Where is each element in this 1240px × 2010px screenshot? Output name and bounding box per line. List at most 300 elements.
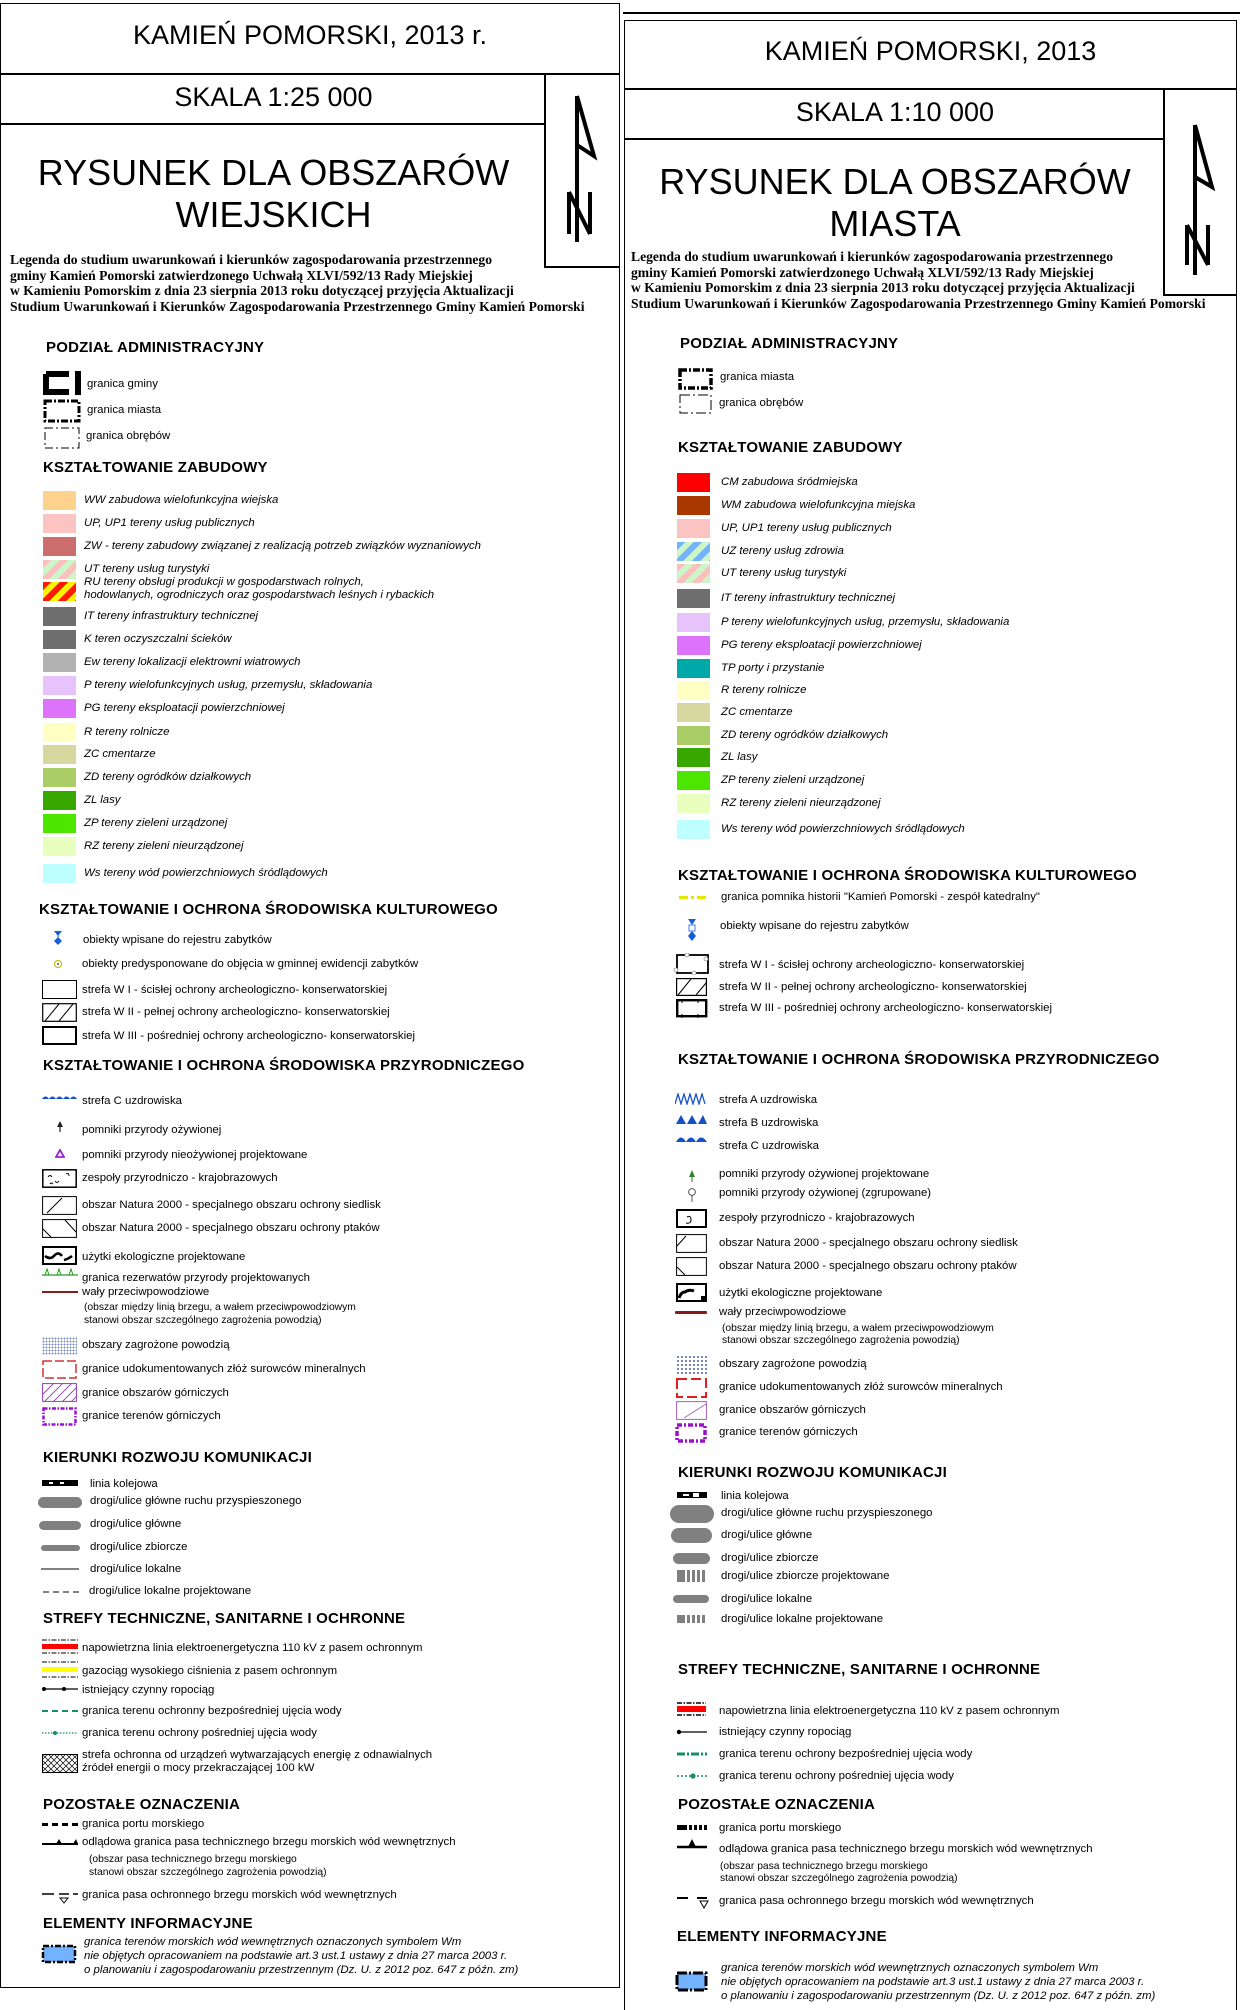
zone-w2-icon [676,978,707,996]
legend-item-label: drogi/ulice zbiorcze [721,1552,819,1564]
land-use-label [84,840,244,853]
land-use-label-line: CM zabudowa śródmiejska [721,476,858,488]
technical-belt-note [89,1854,327,1879]
oil-pipeline-icon [42,1686,78,1692]
north-arrow-icon [566,90,610,242]
legend-panel-urban [624,20,1237,2010]
legend-item-label: granica terenu ochronny bezpośredniej ujęcia wody [82,1705,342,1717]
land-use-swatch [677,794,710,813]
sea-waters-boundary-icon [41,1944,77,1964]
land-use-label [721,706,793,719]
legend-item-label: drogi/ulice główne ruchu przyspieszonego [90,1495,302,1507]
protective-belt-icon [677,1895,709,1909]
local-road-icon [673,1595,709,1603]
land-use-swatch [677,564,710,583]
note-line: (obszar pasa technicznego brzegu morskiego [720,1861,928,1872]
section-title-przyroda: KSZTAŁTOWANIE I OCHRONA ŚRODOWISKA PRZYRODNICZEGO [43,1057,525,1074]
sea-waters-label [721,1961,1155,2003]
land-use-label-line: IT tereny infrastruktury technicznej [84,610,259,622]
legend-item-label: obszar Natura 2000 - specjalnego obszaru ochrony ptaków [719,1260,1017,1272]
land-use-label [721,684,806,697]
land-use-swatch [43,745,76,764]
power-line-icon [42,1639,78,1655]
legend-item-label: odlądowa granica pasa technicznego brzegu morskich wód wewnętrznych [82,1836,456,1848]
legend-item-label: odlądowa granica pasa technicznego brzegu morskich wód wewnętrznych [719,1843,1093,1855]
boundary-gmina-icon [43,371,83,395]
land-use-label-line: Ws tereny wód powierzchniowych śródlądowych [84,867,328,879]
land-use-label-line: WW zabudowa wielofunkcyjna wiejska [84,494,279,506]
land-use-swatch [677,473,710,492]
land-use-swatch [43,514,76,533]
land-use-label-line: RZ tereny zieleni nieurządzonej [721,797,881,809]
land-use-label-line: ZC cmentarze [721,706,793,718]
land-use-label [721,662,824,675]
land-use-swatch [677,681,710,700]
land-use-label-line: P tereny wielofunkcyjnych usług, przemysłu, składowania [721,616,1010,628]
description-line: Studium Uwarunkowań i Kierunków Zagospodarowania Przestrzennego Gminy Kamień Pomorski [10,298,585,314]
land-use-label-line: UP, UP1 tereny usług publicznych [84,517,255,529]
historic-monument-boundary-icon [679,895,707,900]
sea-waters-boundary-icon [675,1971,709,1993]
expressway-icon [670,1505,714,1523]
land-use-label [84,817,227,830]
legend-item-label: gazociąg wysokiego ciśnienia z pasem ochronnym [82,1665,338,1677]
flood-note [84,1302,356,1327]
land-use-label-line: UZ tereny usług zdrowia [721,545,844,557]
land-use-swatch [43,864,76,883]
flood-area-icon [676,1355,707,1375]
zone-w3-icon [42,1026,77,1045]
landscape-complex-icon [676,1209,707,1228]
land-use-swatch [43,837,76,856]
info-line: granica terenów morskich wód wewnętrznych oznaczonych symbolem Wm [84,1936,462,1948]
landscape-complex-icon [42,1169,77,1188]
natura-habitat-icon [676,1234,707,1253]
mining-area-icon [42,1383,77,1402]
north-label: N [566,90,567,91]
note-line: stanowi obszar szczególnego zagrożenia powodzią) [722,1335,960,1346]
legend-item-label: drogi/ulice główne [90,1518,182,1530]
legend-item-label: obszary zagrożone powodzią [82,1339,230,1351]
legend-item-label: pomniki przyrody ożywionej projektowane [719,1168,930,1180]
land-use-label-line: ZL lasy [721,751,758,763]
panel-title: KAMIEŃ POMORSKI, 2013 r. [132,20,488,50]
land-use-label [84,794,121,807]
water-direct-zone-icon [42,1710,78,1712]
boundary-miasto-icon [678,368,714,390]
land-use-label [721,639,922,652]
land-use-swatch [43,699,76,718]
legend-item-label: obiekty wpisane do rejestru zabytków [83,934,272,946]
legend-item-label: strefa A uzdrowiska [719,1094,818,1106]
heading-line-2: MIASTA [829,203,961,244]
land-use-swatch [677,659,710,678]
land-use-label [721,476,858,489]
zone-w1-icon [42,980,77,999]
north-label: N [1184,121,1185,122]
description-line: Legenda do studium uwarunkowań i kierunków zagospodarowania przestrzennego [10,252,493,267]
land-use-swatch [677,636,710,655]
section-title-kultura: KSZTAŁTOWANIE I OCHRONA ŚRODOWISKA KULTUROWEGO [678,867,1137,884]
technical-belt-icon [42,1836,78,1846]
legend-item-label: granica rezerwatów przyrody projektowanych [82,1272,310,1284]
land-use-label [84,679,372,692]
land-use-label [84,867,328,880]
legend-item-label: strefa W I - ścisłej ochrony archeologiczno- konserwatorskiej [719,959,1025,971]
land-use-label [84,726,169,739]
land-use-label [721,499,915,512]
note-line: stanowi obszar szczególnego zagrożenia powodzią) [720,1873,958,1884]
technical-belt-note [720,1861,958,1885]
legend-item-label: granica terenu ochrony bezpośredniej ujęcia wody [719,1748,973,1760]
land-use-label [84,748,156,761]
land-use-label-line: R tereny rolnicze [721,684,807,696]
description-line: Studium Uwarunkowań i Kierunków Zagospodarowania Przestrzennego Gminy Kamień Pomorski [631,295,1206,311]
natura-habitat-icon [42,1196,77,1215]
legend-item-label: granica pasa ochronnego brzegu morskich wód wewnętrznych [719,1895,1034,1907]
land-use-label-line: RU tereny obsługi produkcji w gospodarstwach rolnych, [84,576,364,588]
land-use-label [721,545,844,558]
section-title-kultura: KSZTAŁTOWANIE I OCHRONA ŚRODOWISKA KULTUROWEGO [39,901,498,918]
boundary-obreb-icon [43,426,83,450]
land-use-label-line: hodowlanych, ogrodniczych oraz gospodarstwach leśnych i rybackich [84,589,435,601]
legend-description [10,252,585,314]
land-use-label-line: ZC cmentarze [84,748,156,760]
land-use-label [84,656,301,669]
land-use-label-line: ZP tereny zieleni urządzonej [721,774,865,786]
note-line: (obszar pasa technicznego brzegu morskiego [89,1854,297,1865]
land-use-label [84,610,258,623]
section-title-pozostale: POZOSTAŁE OZNACZENIA [43,1796,241,1813]
power-line-icon [677,1702,706,1717]
land-use-swatch [677,589,710,608]
zone-w1-icon [673,953,711,975]
land-use-swatch [677,771,710,790]
natura-birds-icon [42,1219,77,1238]
collector-road-planned-icon [677,1570,706,1582]
natura-birds-icon [676,1257,707,1276]
legend-item-label: strefa W II - pełnej ochrony archeologiczno- konserwatorskiej [82,1006,390,1018]
land-use-swatch [677,703,710,722]
legend-item-label: strefa W II - pełnej ochrony archeologiczno- konserwatorskiej [719,981,1027,993]
legend-item-label: pomniki przyrody ożywionej (zgrupowane) [719,1187,932,1199]
sea-waters-label [84,1935,518,1977]
ecological-land-icon [42,1246,77,1265]
land-use-label-line: RZ tereny zieleni nieurządzonej [84,840,244,852]
mining-terrain-icon [42,1407,77,1426]
land-use-label-line: IT tereny infrastruktury technicznej [721,592,896,604]
land-use-label-line: UT tereny usług turystyki [721,567,847,579]
drawing-heading [625,161,1165,245]
legend-item-label: źródeł energii o mocy przekraczającej 100 kW [82,1762,315,1774]
description-line: gminy Kamień Pomorski zatwierdzonego Uchwałą XLVI/592/13 Rady Miejskiej [10,267,473,283]
land-use-swatch [43,768,76,787]
legend-item-label: granice obszarów górniczych [719,1404,866,1416]
seaport-boundary-icon [42,1823,78,1826]
technical-belt-icon [677,1836,707,1849]
land-use-swatch [43,607,76,626]
section-title-zabudowa: KSZTAŁTOWANIE ZABUDOWY [43,459,268,476]
reserve-boundary-icon [42,1267,78,1277]
note-line: (obszar między linią brzegu, a wałem przeciwpowodziowym [722,1323,994,1334]
local-road-planned-icon [677,1615,706,1623]
zone-w3-icon [676,999,708,1018]
frame-line [623,12,1240,14]
land-use-label [84,540,481,553]
land-use-label [84,494,278,507]
legend-item-label: drogi/ulice lokalne [90,1563,182,1575]
tree-monument-planned-icon [689,1170,695,1182]
legend-item-label: użytki ekologiczne projektowane [82,1251,246,1263]
section-title-strefy: STREFY TECHNICZNE, SANITARNE I OCHRONNE [43,1610,406,1627]
scale-label: SKALA 1:10 000 [795,97,995,127]
legend-item-label: pomniki przyrody ożywionej [82,1124,222,1136]
legend-item-label: granica gminy [87,378,158,390]
legend-item-label: granice terenów górniczych [719,1426,858,1438]
spa-zone-b-icon [676,1114,707,1124]
flood-embankment-icon [42,1291,78,1293]
land-use-swatch [43,676,76,695]
land-use-label [721,567,846,580]
land-use-label-line: UP, UP1 tereny usług publicznych [721,522,892,534]
mineral-deposit-icon [42,1360,77,1379]
legend-item-label: drogi/ulice lokalne [721,1593,813,1605]
spa-zone-c-icon [676,1135,707,1142]
legend-item-label: napowietrzna linia elektroenergetyczna 110 kV z pasem ochronnym [719,1705,1060,1717]
legend-item-label: granica obrębów [719,397,804,409]
legend-item-label: linia kolejowa [90,1478,158,1490]
legend-item-label: pomniki przyrody nieożywionej projektowane [82,1149,308,1161]
legend-item-label: zespoły przyrodniczo - krajobrazowych [719,1212,915,1224]
land-use-label [721,522,892,535]
land-use-label [84,517,255,530]
legend-item-label: granice terenów górniczych [82,1410,221,1422]
description-line: Legenda do studium uwarunkowań i kierunków zagospodarowania przestrzennego [631,249,1114,264]
land-use-label-line: Ew tereny lokalizacji elektrowni wiatrowych [84,656,301,668]
legend-item-label: wały przeciwpowodziowe [82,1286,210,1298]
land-use-label [721,592,895,605]
legend-item-label: granica portu morskiego [82,1818,205,1830]
spa-zone-a-icon [675,1093,707,1105]
flood-embankment-icon [675,1311,707,1314]
info-line: nie objętych opracowaniem na podstawie art.3 ust.1 ustawy z dnia 27 marca 2003 r. [84,1950,508,1962]
land-use-label-line: PG tereny eksploatacji powierzchniowej [84,702,285,714]
seaport-boundary-icon [677,1825,707,1830]
renewable-zone-label [82,1749,432,1775]
land-use-label [84,702,285,715]
flood-note [722,1323,994,1347]
triangle-monument-icon [55,1149,65,1158]
legend-description [631,249,1206,311]
zone-w2-icon [42,1003,77,1022]
legend-item-label: obszar Natura 2000 - specjalnego obszaru ochrony siedlisk [719,1237,1018,1249]
heading-line-2: WIEJSKICH [175,194,372,235]
land-use-swatch [43,723,76,742]
legend-item-label: obiekty wpisane do rejestru zabytków [720,920,909,932]
local-road-planned-icon [43,1591,79,1593]
land-use-label-line: PG tereny eksploatacji powierzchniowej [721,639,922,651]
legend-item-label: użytki ekologiczne projektowane [719,1287,883,1299]
land-use-swatch [43,630,76,649]
panel-title: KAMIEŃ POMORSKI, 2013 [764,36,1097,66]
info-line: o planowaniu i zagospodarowaniu przestrzennym (Dz. U. z 2012 poz. 647 z późn. zm) [84,1964,519,1976]
land-use-swatch [43,791,76,810]
collector-road-icon [673,1553,710,1564]
legend-item-label: drogi/ulice lokalne projektowane [721,1613,884,1625]
land-use-label-line: R tereny rolnicze [84,726,170,738]
land-use-label-line: ZD tereny ogródków działkowych [84,771,252,783]
legend-item-label: obiekty predysponowane do objęcia w gminnej ewidencji zabytków [82,958,419,970]
legend-item-label: obszar Natura 2000 - specjalnego obszaru ochrony ptaków [82,1222,380,1234]
legend-item-label: granice obszarów górniczych [82,1387,229,1399]
legend-item-label: wały przeciwpowodziowe [719,1306,847,1318]
land-use-label-line: ZW - tereny zabudowy związanej z realizacją potrzeb związków wyznaniowych [84,540,481,552]
scale-label: SKALA 1:25 000 [174,82,373,112]
water-indirect-zone-icon [677,1773,707,1779]
legend-item-label: obszary zagrożone powodzią [719,1358,867,1370]
local-road-icon [41,1568,79,1570]
railway-icon [677,1491,707,1499]
section-title-admin: PODZIAŁ ADMINISTRACYJNY [46,339,265,356]
land-use-label-line: ZP tereny zieleni urządzonej [84,817,228,829]
land-use-label [721,823,965,836]
land-use-label [84,563,209,576]
info-line: nie objętych opracowaniem na podstawie art.3 ust.1 ustawy z dnia 27 marca 2003 r. [721,1976,1145,1988]
spa-zone-c-icon [42,1094,78,1100]
legend-item-label: strefa ochronna od urządzeń wytwarzających energię z odnawialnych [82,1749,433,1761]
land-use-label [721,751,758,764]
legend-item-label: istniejący czynny ropociąg [82,1684,215,1696]
legend-panel-rural [0,3,620,1988]
legend-item-label: strefa W I - ścisłej ochrony archeologiczno- konserwatorskiej [82,984,388,996]
legend-item-label: granica miasta [87,404,162,416]
water-direct-zone-icon [677,1752,707,1756]
heading-line-1: RYSUNEK DLA OBSZARÓW [37,152,510,193]
info-line: granica terenów morskich wód wewnętrznych oznaczonych symbolem Wm [721,1962,1099,1974]
legend-item-label: zespoły przyrodniczo - krajobrazowych [82,1172,278,1184]
info-line: o planowaniu i zagospodarowaniu przestrzennym (Dz. U. z 2012 poz. 647 z późn. zm) [721,1990,1156,2002]
land-use-label [84,633,232,646]
legend-item-label: drogi/ulice główne [721,1529,813,1541]
legend-item-label: drogi/ulice lokalne projektowane [89,1585,252,1597]
legend-item-label: napowietrzna linia elektroenergetyczna 110 kV z pasem ochronnym [82,1642,423,1654]
expressway-icon [38,1497,82,1508]
legend-item-label: granica terenu ochrony pośredniej ujęcia wody [82,1727,317,1739]
land-use-label [721,797,881,810]
legend-item-label: granica pomnika historii "Kamień Pomorski - zespół katedralny" [721,891,1040,903]
land-use-swatch [43,537,76,556]
legend-item-label: granice udokumentowanych złóż surowców mineralnych [82,1363,366,1375]
land-use-swatch [677,496,710,515]
legend-item-label: granica portu morskiego [719,1822,842,1834]
section-title-przyroda: KSZTAŁTOWANIE I OCHRONA ŚRODOWISKA PRZYRODNICZEGO [678,1051,1160,1068]
section-title-info: ELEMENTY INFORMACYJNE [43,1915,253,1932]
note-line: stanowi obszar szczególnego zagrożenia powodzią) [84,1314,322,1326]
mining-terrain-icon [675,1423,707,1443]
legend-item-label: drogi/ulice główne ruchu przyspieszonego [721,1507,933,1519]
ecological-land-icon [676,1283,707,1302]
legend-item-label: obszar Natura 2000 - specjalnego obszaru ochrony siedlisk [82,1199,381,1211]
water-indirect-zone-icon [42,1730,78,1736]
land-use-swatch [43,582,76,601]
collector-road-icon [41,1545,80,1551]
land-use-swatch [677,519,710,538]
legend-item-label: granica terenu ochrony pośredniej ujęcia wody [719,1770,954,1782]
land-use-swatch [677,726,710,745]
section-title-komunikacja: KIERUNKI ROZWOJU KOMUNIKACJI [678,1464,947,1481]
mining-area-icon [676,1401,707,1420]
drawing-heading [1,152,546,236]
land-use-label-line: ZD tereny ogródków działkowych [721,729,889,741]
legend-item-label: drogi/ulice zbiorcze [90,1541,188,1553]
legend-item-label: drogi/ulice zbiorcze projektowane [721,1570,890,1582]
legend-item-label: strefa C uzdrowiska [82,1095,183,1107]
section-title-komunikacja: KIERUNKI ROZWOJU KOMUNIKACJI [43,1449,312,1466]
description-line: w Kamieniu Pomorskim z dnia 23 sierpnia 2013 roku dotyczącej przyjęcia Aktualizacji [631,280,1135,295]
land-use-label-line: TP porty i przystanie [721,662,825,674]
land-use-swatch [43,814,76,833]
note-line: (obszar między linią brzegu, a wałem przeciwpowodziowym [84,1302,356,1313]
legend-item-label: strefa W III - pośredniej ochrony archeologiczno- konserwatorskiej [82,1030,416,1042]
legend-item-label: strefa B uzdrowiska [719,1117,819,1129]
section-title-zabudowa: KSZTAŁTOWANIE ZABUDOWY [678,439,903,456]
boundary-obreb-icon [678,393,714,415]
section-title-admin: PODZIAŁ ADMINISTRACYJNY [680,335,899,352]
land-use-swatch [43,653,76,672]
mineral-deposit-icon [676,1378,707,1398]
legend-item-label: granica obrębów [86,430,171,442]
railway-icon [42,1479,78,1487]
tree-monument-icon [57,1121,63,1132]
renewable-zone-icon [42,1754,78,1773]
main-road-icon [39,1521,81,1530]
gas-pipeline-icon [42,1661,78,1679]
boundary-miasto-icon [43,399,83,423]
land-use-label [721,729,888,742]
land-use-label-line: UT tereny usług turystyki [84,563,210,575]
land-use-swatch [43,560,76,579]
legend-item-label: granice udokumentowanych złóż surowców mineralnych [719,1381,1003,1393]
description-line: w Kamieniu Pomorskim z dnia 23 sierpnia 2013 roku dotyczącej przyjęcia Aktualizacji [10,283,514,298]
land-use-swatch [677,820,710,839]
flood-area-icon [42,1337,77,1355]
land-use-label [84,576,434,602]
note-line: stanowi obszar szczególnego zagrożenia powodzią) [89,1866,327,1878]
oil-pipeline-icon [676,1729,707,1735]
monument-register-icon [53,930,63,946]
land-use-label [721,616,1009,629]
land-use-swatch [677,542,710,561]
land-use-swatch [43,491,76,510]
main-road-icon [671,1528,712,1543]
land-use-swatch [677,748,710,767]
land-use-label [721,774,864,787]
land-use-label [84,771,251,784]
legend-item-label: istniejący czynny ropociąg [719,1726,852,1738]
legend-item-label: strefa W III - pośredniej ochrony archeologiczno- konserwatorskiej [719,1002,1053,1014]
tree-group-icon [687,1188,697,1202]
land-use-label-line: P tereny wielofunkcyjnych usług, przemysłu, składowania [84,679,373,691]
legend-item-label: linia kolejowa [721,1490,789,1502]
section-title-pozostale: POZOSTAŁE OZNACZENIA [678,1796,876,1813]
heading-line-1: RYSUNEK DLA OBSZARÓW [659,161,1131,202]
legend-item-label: strefa C uzdrowiska [719,1140,820,1152]
land-use-label-line: ZL lasy [84,794,121,806]
monument-register-icon [687,918,697,942]
monument-candidate-icon [53,959,63,969]
legend-item-label: granica miasta [720,371,795,383]
land-use-label-line: Ws tereny wód powierzchniowych śródlądowych [721,823,965,835]
